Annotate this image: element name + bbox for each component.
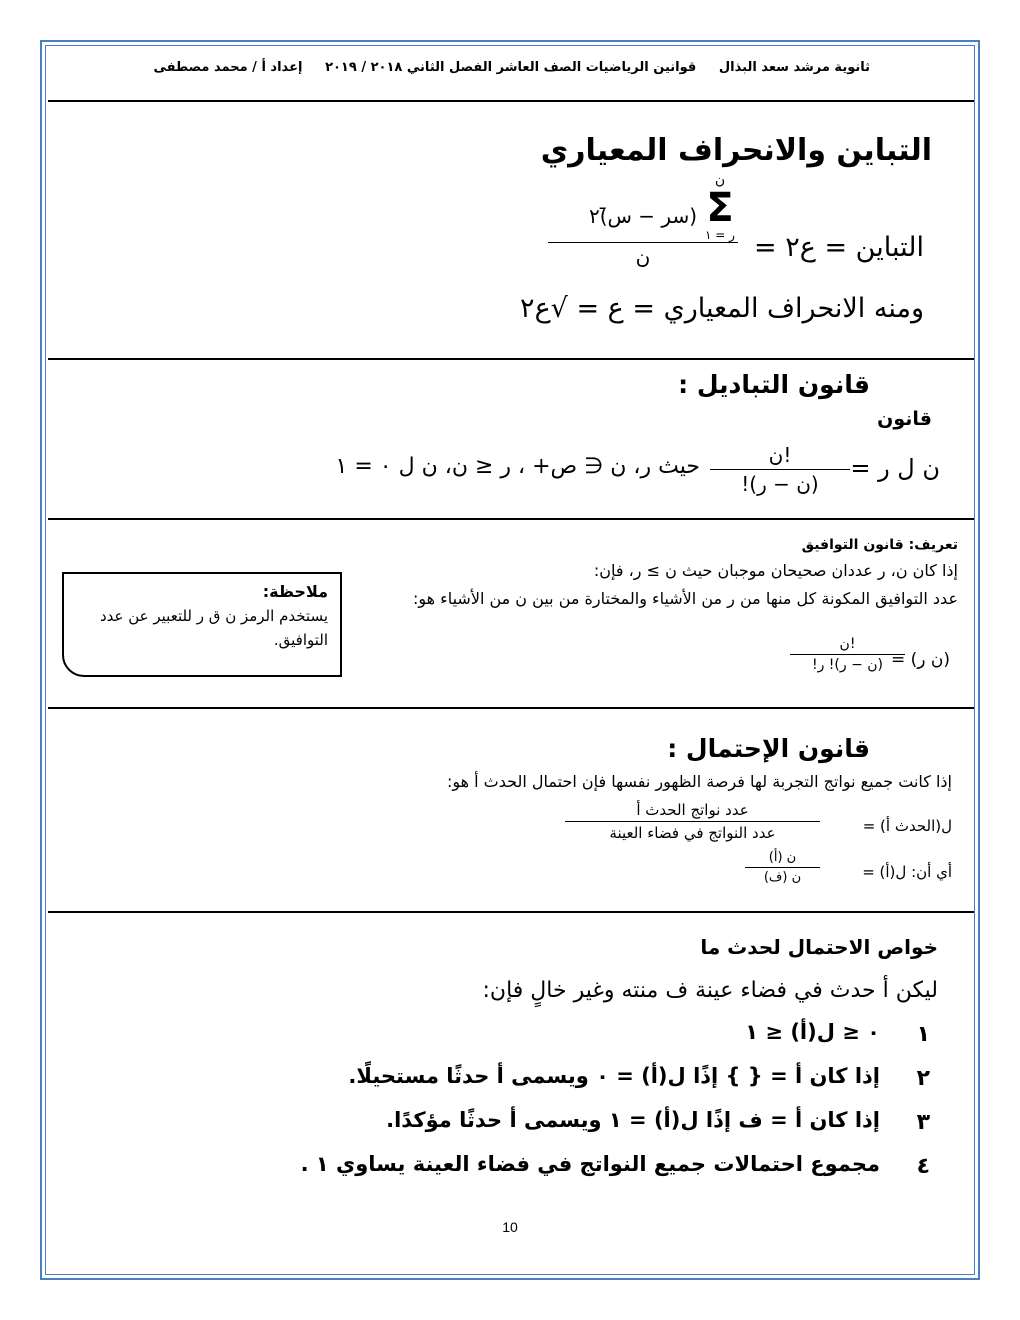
divider [48, 707, 974, 709]
combinations-fraction [790, 636, 905, 673]
probability-numerator-2: ن (أ) [768, 850, 797, 865]
header-subject: قوانين الرياضيات الصف العاشر الفصل الثاني ٢٠١٨ / ٢٠١٩ [325, 60, 697, 75]
property-number: ٢ [916, 1066, 930, 1091]
divider [48, 358, 974, 360]
combinations-heading: تعريف: قانون التوافيق [801, 537, 958, 553]
probability-lhs2: أي أن: ل(أ) = [862, 863, 952, 881]
permutations-condition: حيث ر، ن ∈ ص+ ، ر ≤ ن، ن ل ٠ = ١ [335, 454, 700, 479]
permutations-title: قانون التباديل : [678, 370, 870, 399]
property-item: ٠ ≤ ل(أ) ≤ ١ [745, 1020, 880, 1044]
combinations-denominator: (ن − ر)! ر! [811, 657, 884, 673]
sum-lower: ر = ١ [705, 228, 735, 242]
variance-numerator: (سر − س̄)٢ [588, 204, 698, 228]
page-number: 10 [502, 1219, 518, 1235]
property-item: إذا كان أ = ف إذًا ل(أ) = ١ ويسمى أ حدثًا مؤكدًا. [386, 1108, 880, 1132]
probability-fraction-2 [745, 850, 820, 885]
permutations-lhs: ن ل ر = [850, 454, 940, 482]
variance-denominator: ن [635, 245, 651, 269]
probability-fraction-1 [565, 801, 820, 842]
divider [48, 911, 974, 913]
header-author: إعداد أ / محمد مصطفى [153, 60, 303, 75]
fraction-bar [565, 821, 820, 822]
probability-numerator-1: عدد نواتج الحدث أ [636, 801, 749, 819]
property-number: ١ [916, 1022, 930, 1047]
properties-intro: ليكن أ حدث في فضاء عينة ف منته وغير خالٍ فإن: [482, 978, 938, 1003]
fraction-bar [745, 867, 820, 868]
divider [48, 100, 974, 102]
fraction-bar [790, 654, 905, 655]
probability-title: قانون الإحتمال : [667, 734, 870, 763]
combinations-numerator: ن! [839, 636, 856, 652]
combinations-line2: عدد التوافيق المكونة كل منها من ر من الأشياء والمختارة من بين ن من الأشياء هو: [413, 589, 958, 608]
property-number: ٣ [916, 1110, 930, 1135]
header-school: ثانوية مرشد سعد البذال [718, 60, 870, 75]
variance-label: التباين = ع٢ = [754, 232, 924, 263]
permutations-subtitle: قانون [877, 408, 932, 430]
property-item: إذا كان أ = { } إذًا ل(أ) = ٠ ويسمى أ حدثًا مستحيلًا. [348, 1064, 880, 1088]
property-item: مجموع احتمالات جميع النواتج في فضاء العينة يساوي ١ . [300, 1152, 880, 1176]
fraction-bar [548, 242, 738, 243]
page-header [150, 60, 870, 75]
note-box [62, 572, 342, 677]
probability-denominator-2: ن (ف) [763, 870, 802, 885]
probability-intro: إذا كانت جميع نواتج التجربة لها فرصة الظهور نفسها فإن احتمال الحدث أ هو: [446, 772, 952, 791]
note-body: يستخدم الرمز ن ق ر للتعبير عن عدد التوافيق. [99, 607, 328, 649]
std-dev-formula: ومنه الانحراف المعياري = ع = √ع٢ [520, 293, 924, 324]
note-title: ملاحظة: [262, 582, 328, 601]
combinations-line1: إذا كان ن، ر عددان صحيحان موجبان حيث ن ≥ ر، فإن: [593, 561, 958, 580]
sum-upper: ن [714, 172, 726, 188]
properties-title: خواص الاحتمال لحدث ما [700, 935, 938, 959]
probability-lhs1: ل(الحدث أ) = [862, 817, 952, 835]
divider [48, 518, 974, 520]
fraction-bar [710, 469, 850, 470]
variance-title: التباين والانحراف المعياري [540, 133, 932, 168]
permutations-denominator: (ن − ر)! [741, 472, 819, 496]
permutations-fraction [710, 443, 850, 496]
probability-denominator-1: عدد النواتج في فضاء العينة [609, 824, 776, 842]
variance-fraction [548, 204, 738, 269]
property-number: ٤ [916, 1154, 930, 1179]
permutations-numerator: ن! [768, 443, 792, 467]
sigma-symbol: Σ [706, 185, 734, 231]
combinations-lhs: (ن ر) = [890, 650, 950, 670]
